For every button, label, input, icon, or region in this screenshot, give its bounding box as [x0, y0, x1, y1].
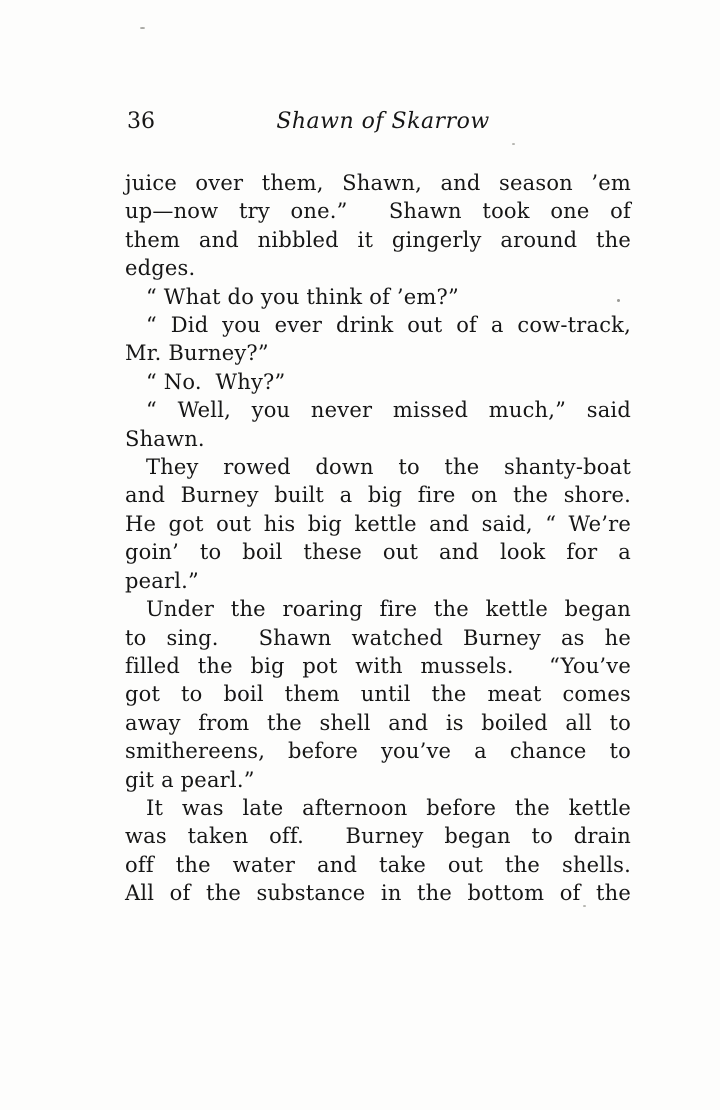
text-line: Under the roaring fire the kettle began [146, 597, 631, 622]
text-line: was taken off. Burney began to drain [125, 824, 631, 849]
text-line: them and nibbled it gingerly around the [125, 227, 631, 252]
text-line: pearl.” [125, 568, 199, 593]
text-line: It was late afternoon before the kettle [146, 795, 631, 820]
text-line: “ No. Why?” [146, 369, 286, 394]
text-line: “ Well, you never missed much,” said [146, 398, 631, 423]
text-line: They rowed down to the shanty-boat [146, 455, 631, 480]
text-line: filled the big pot with mussels. “You’ve [125, 653, 631, 678]
page-header [125, 108, 631, 140]
paragraph [125, 283, 631, 311]
text-line: edges. [125, 256, 196, 281]
paragraph [125, 396, 631, 453]
text-line: got to boil them until the meat comes [125, 682, 631, 707]
text-line: up—now try one.” Shawn took one of [125, 199, 631, 224]
paragraph [125, 453, 631, 595]
scan-speck [512, 143, 515, 145]
text-line: “ What do you think of ’em?” [146, 284, 459, 309]
scan-speck [617, 299, 620, 302]
text-line: away from the shell and is boiled all to [125, 710, 631, 735]
text-line: Mr. Burney?” [125, 341, 269, 366]
text-line: off the water and take out the shells. [125, 852, 631, 877]
paragraph [125, 311, 631, 368]
paragraph [125, 169, 631, 283]
text-line: and Burney built a big fire on the shore. [125, 483, 631, 508]
text-line: juice over them, Shawn, and season ’em [125, 171, 631, 195]
text-line: smithereens, before you’ve a chance to [125, 739, 631, 764]
scan-speck [140, 27, 145, 29]
paragraph [125, 794, 631, 908]
paragraph [125, 368, 631, 396]
text-line: to sing. Shawn watched Burney as he [125, 625, 631, 650]
page-body [125, 169, 631, 908]
running-title: Shawn of Skarrow [276, 109, 490, 134]
text-line: Shawn. [125, 426, 205, 451]
page-number: 36 [127, 109, 155, 134]
text-line: git a pearl.” [125, 767, 255, 792]
text-line: All of the substance in the bottom of the [125, 881, 631, 906]
text-line: He got out his big kettle and said, “ We’re [125, 511, 631, 536]
text-line: goin’ to boil these out and look for a [125, 540, 631, 565]
paragraph [125, 595, 631, 794]
text-line: “ Did you ever drink out of a cow-track, [146, 313, 631, 338]
scan-speck [583, 905, 586, 907]
